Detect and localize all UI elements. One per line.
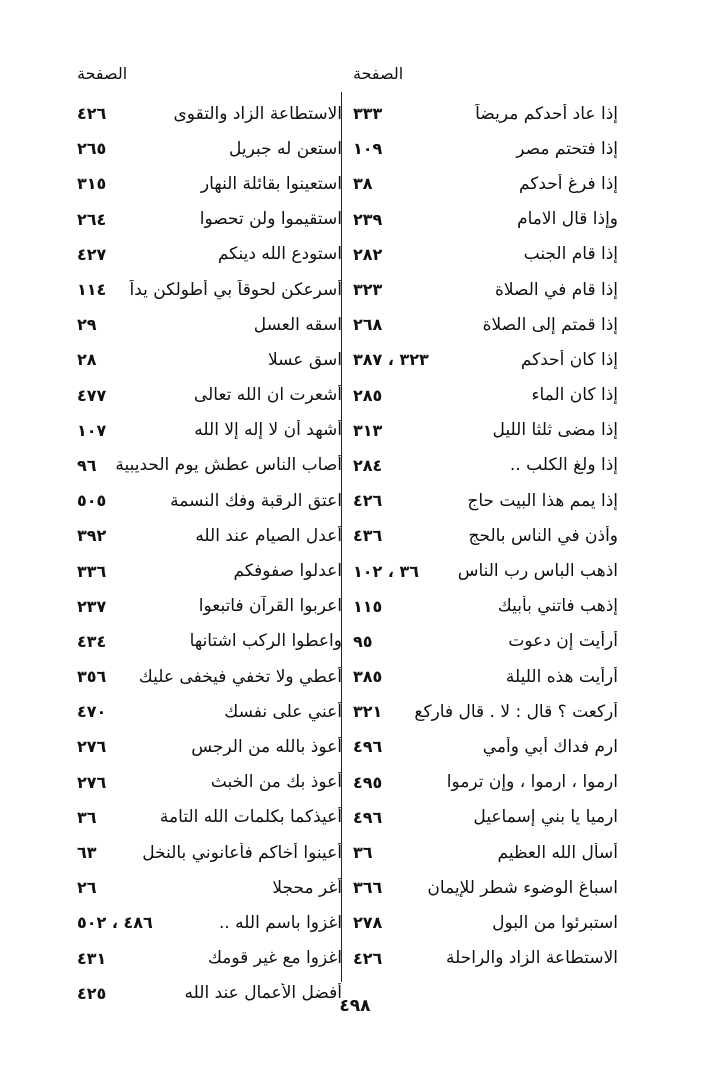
hadith-incipit: استبرئوا من البول [492,912,618,933]
index-entry [77,624,342,659]
page-reference: ٤٧٧ [77,385,107,405]
page-reference: ٣٨ [353,174,373,194]
index-entry [353,342,618,377]
hadith-incipit: واعطوا الركب اشتانها [189,631,342,652]
hadith-incipit: وإذا قال الامام [517,209,618,230]
page-reference: ٤٩٦ [353,737,383,757]
hadith-incipit: اعدلوا صفوفكم [233,561,342,582]
index-entry [77,870,342,905]
page-reference: ١١٤ [77,280,107,300]
index-entry [353,237,618,272]
page-reference: ٣٩٢ [77,526,107,546]
index-entry [77,483,342,518]
hadith-incipit: أعني على نفسك [224,701,342,722]
page-reference: ٢٩ [77,315,97,335]
index-entry [353,131,618,166]
index-entry [353,589,618,624]
page-reference: ٣٦ ، ١٠٢ [353,561,420,581]
page-reference: ٢٦٥ [77,139,107,159]
hadith-incipit: وأذن في الناس بالحج [468,525,618,546]
hadith-incipit: إذا كان الماء [531,385,618,406]
index-entry [353,800,618,835]
index-entry [77,941,342,976]
hadith-incipit: أغر محجلا [272,877,342,898]
hadith-incipit: أفضل الأعمال عند الله [184,983,342,1004]
page-reference: ٤٣٤ [77,631,107,651]
index-entry [353,272,618,307]
index-entry [77,905,342,940]
page-reference: ٤٢٧ [77,244,107,264]
page-reference: ٣٦ [353,843,373,863]
hadith-incipit: اعربوا القرآن فاتبعوا [198,596,342,617]
hadith-incipit: الاستطاعة الزاد والتقوى [173,103,342,124]
page-reference: ٢٣٩ [353,209,383,229]
hadith-incipit: اذهب الباس رب الناس [457,561,618,582]
page-reference: ٦٣ [77,843,97,863]
index-column-left [77,60,342,1011]
index-list-left [77,96,342,1011]
page-reference: ٢٧٦ [77,772,107,792]
hadith-incipit: اسقه العسل [253,314,342,335]
index-column-right [353,60,618,976]
page-reference: ٢٦٤ [77,209,107,229]
hadith-incipit: اغزوا باسم الله .. [218,912,342,933]
hadith-incipit: استقيموا ولن تحصوا [199,209,342,230]
index-entry [353,729,618,764]
page-reference: ١٠٩ [353,139,383,159]
page-reference: ٤٣٦ [353,526,383,546]
index-list-right [353,96,618,976]
index-entry [77,518,342,553]
hadith-incipit: أشعرت ان الله تعالى [193,385,342,406]
page-reference: ٤٢٦ [353,948,383,968]
hadith-incipit: اسق عسلا [267,349,342,370]
hadith-incipit: ارم فداك أبي وأمي [482,736,618,757]
hadith-incipit: أسأل الله العظيم [497,842,618,863]
page-reference: ٤٧٠ [77,702,107,722]
page-reference: ٣٦ [77,807,97,827]
page-reference: ٣٨٥ [353,667,383,687]
index-entry [353,202,618,237]
page-reference: ٣٢١ [353,702,383,722]
index-entry [353,765,618,800]
hadith-incipit: إذا قام الجنب [523,244,618,265]
page-reference: ٤٨٦ ، ٥٠٢ [77,913,153,933]
index-entry [353,835,618,870]
index-entry [77,800,342,835]
hadith-incipit: إذا قام في الصلاة [494,279,618,300]
index-entry [77,202,342,237]
hadith-incipit: أرأيت إن دعوت [508,631,618,652]
index-entry [77,729,342,764]
hadith-incipit: إذهب فاتني بأبيك [497,596,618,617]
index-entry [77,835,342,870]
index-entry [77,237,342,272]
index-entry [353,553,618,588]
hadith-incipit: أركعت ؟ قال : لا . قال فاركع [414,701,618,722]
hadith-incipit: أعطي ولا تخفي فيخفى عليك [138,666,342,687]
page-reference: ٣٢٣ ، ٣٨٧ [353,350,429,370]
hadith-incipit: أعوذ بك من الخبث [210,772,342,793]
index-entry [353,378,618,413]
hadith-incipit: أعيذكما بكلمات الله التامة [159,807,342,828]
hadith-incipit: استودع الله دينكم [217,244,342,265]
hadith-incipit: أشهد أن لا إله إلا الله [194,420,342,441]
page-reference: ٤٢٦ [353,491,383,511]
page-reference: ١٠٧ [77,420,107,440]
page-reference: ٢٨٤ [353,455,383,475]
index-entry [77,166,342,201]
page-reference: ٥٠٥ [77,491,107,511]
index-entry [77,694,342,729]
page-reference: ٢٦ [77,878,97,898]
index-entry [353,307,618,342]
index-entry [353,518,618,553]
page-reference: ٢٧٦ [77,737,107,757]
index-entry [353,448,618,483]
hadith-incipit: استعن له جبريل [229,138,342,159]
index-entry [353,624,618,659]
page-number: ٤٩٨ [339,996,371,1016]
hadith-incipit: ارميا يا بني إسماعيل [473,807,618,828]
hadith-incipit: أعينوا أخاكم فأعانوني بالنخل [142,842,342,863]
index-entry [353,941,618,976]
hadith-incipit: أسرعكن لحوقاً بي أطولكن يداً [129,279,342,300]
page-reference: ١١٥ [353,596,383,616]
index-entry [77,765,342,800]
index-entry [77,378,342,413]
hadith-incipit: اعتق الرقبة وفك النسمة [170,490,342,511]
index-entry [77,413,342,448]
page-reference: ٤٩٥ [353,772,383,792]
hadith-incipit: إذا قمتم إلى الصلاة [482,314,618,335]
hadith-incipit: اغزوا مع غير قومك [207,948,342,969]
hadith-incipit: أعوذ بالله من الرجس [191,736,342,757]
index-entry [77,131,342,166]
hadith-incipit: إذا فرغ أحدكم [518,173,618,194]
page-reference: ٤٢٦ [77,104,107,124]
page-reference: ٣١٣ [353,420,383,440]
hadith-incipit: إذا ولغ الكلب .. [509,455,618,476]
index-entry [353,166,618,201]
hadith-incipit: إذا فتحتم مصر [516,138,618,159]
page-reference: ٢٨ [77,350,97,370]
index-entry [353,694,618,729]
page-reference: ٩٥ [353,631,373,651]
page-reference: ٤٢٥ [77,983,107,1003]
page-reference: ٢٨٥ [353,385,383,405]
page-reference: ٣٥٦ [77,667,107,687]
page-reference: ٤٣١ [77,948,107,968]
index-entry [353,483,618,518]
hadith-incipit: إذا عاد أحدكم مريضاً [475,103,618,124]
index-entry [77,96,342,131]
hadith-incipit: أرأيت هذه الليلة [505,666,618,687]
index-entry [77,342,342,377]
column-header-page: الصفحة [77,64,128,83]
page-reference: ٤٩٦ [353,807,383,827]
page-reference: ٢٣٧ [77,596,107,616]
page-reference: ٣٣٦ [77,561,107,581]
hadith-incipit: الاستطاعة الزاد والراحلة [445,948,618,969]
hadith-incipit: إذا كان أحدكم [520,349,618,370]
index-entry [353,659,618,694]
hadith-incipit: ارموا ، ارموا ، وإن ترموا [446,772,618,793]
page-reference: ٢٨٢ [353,244,383,264]
index-entry [77,659,342,694]
index-entry [353,870,618,905]
page-reference: ٣٦٦ [353,878,383,898]
index-entry [77,553,342,588]
page-reference: ٣١٥ [77,174,107,194]
page-reference: ٢٦٨ [353,315,383,335]
index-entry [77,448,342,483]
index-entry [77,589,342,624]
index-entry [353,905,618,940]
hadith-incipit: استعينوا بقائلة النهار [200,173,342,194]
index-entry [353,413,618,448]
hadith-incipit: أصاب الناس عطش يوم الحديبية [115,455,342,476]
index-entry [77,307,342,342]
index-entry [77,272,342,307]
hadith-incipit: إذا يمم هذا البيت حاج [467,490,618,511]
hadith-incipit: اسباغ الوضوء شطر للإيمان [427,877,618,898]
hadith-incipit: أعدل الصيام عند الله [195,525,342,546]
page-reference: ٣٢٣ [353,280,383,300]
hadith-incipit: إذا مضى ثلثا الليل [492,420,618,441]
column-header-page: الصفحة [353,64,404,83]
page-reference: ٢٧٨ [353,913,383,933]
page-reference: ٩٦ [77,455,97,475]
index-entry [353,96,618,131]
page-reference: ٣٣٣ [353,104,383,124]
